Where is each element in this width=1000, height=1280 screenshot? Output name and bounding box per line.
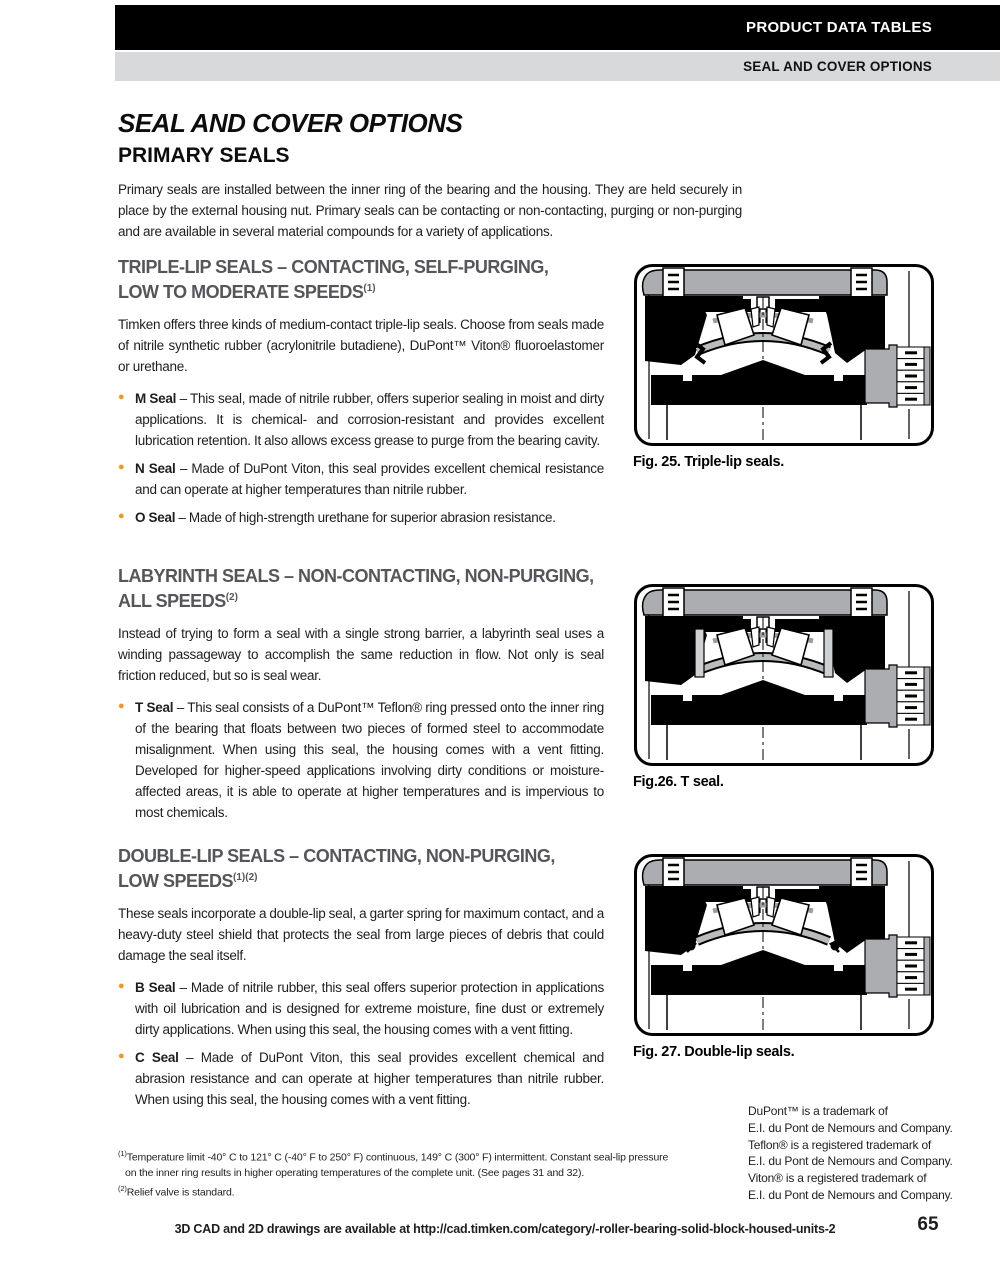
section-heading [118,256,604,303]
trademark-line: E.I. du Pont de Nemours and Company. [748,1120,953,1135]
page-subtitle: PRIMARY SEALS [118,144,290,167]
list-item-m-seal [118,388,604,451]
footnote-text: Temperature limit -40° C to 121° C (-40° F to 250° F) continuous, 149° C (300° F) intermittent. Constant seal-lip pressure on the inner ring results in higher operating temperatures of the complete unit. (See pages 31 and 32). [125,1151,669,1179]
heading-footnote-ref: (2) [225,592,238,603]
section-heading-line1: DOUBLE-LIP SEALS – CONTACTING, NON-PURGING, [118,846,555,866]
bullet-dot-icon: ● [118,461,125,473]
list-item-n-seal [118,458,604,500]
section-heading [118,845,604,892]
list-item-c-seal [118,1047,604,1110]
header-gray-bar-label: SEAL AND COVER OPTIONS [743,59,932,74]
bearing-cross-section-figure [633,583,935,767]
bearing-cross-section-figure [633,853,935,1037]
footnote-2 [118,1181,680,1201]
footnotes-block [118,1146,680,1200]
section-body: Timken offers three kinds of medium-contact triple-lip seals. Choose from seals made of nitrile synthetic rubber (acrylonitrile butadiene), DuPont™ Viton® fluoroelastomer or urethane. [118,317,604,374]
seal-term: O Seal [135,510,176,525]
footnote-marker: (2) [118,1183,127,1193]
trademark-line: Teflon® is a registered trademark of [748,1137,932,1152]
section-heading-line2: LOW $SPEEDS^{(1)(2)}$ [118,871,258,891]
intro-paragraph: Primary seals are installed between the inner ring of the bearing and the housing. They are held securely in place by the external housing nut. Primary seals can be contacting or non-contacting, purging or non-purging and are available in several material compounds for a variety of applications. [118,182,742,239]
section-heading-line1: TRIPLE-LIP SEALS – CONTACTING, SELF-PURGING, [118,257,549,277]
seal-description: – This seal, made of nitrile rubber, offers superior sealing in moist and dirty applications. It is chemical- and corrosion-resistant and provides excellent lubrication retention. It also allows excess grease to purge from the bearing cavity. [135,391,604,448]
figure-caption: Fig. 25. Triple-lip seals. [633,454,784,470]
seal-description: – Made of DuPont Viton, this seal provides excellent chemical resistance and can operate at higher temperatures than nitrile rubber. [135,461,604,497]
figure-triple-lip-seals [633,263,935,470]
trademark-line: Viton® is a registered trademark of [748,1171,927,1186]
section-heading-line2: ALL SPEEDS$^{(2)}$ [118,591,238,611]
seal-term: M Seal [135,391,177,406]
list-item-t-seal [118,697,604,823]
page-number: 65 [917,1214,939,1235]
footnote-marker: (1) [118,1149,127,1158]
section-heading-line1: LABYRINTH SEALS – NON-CONTACTING, NON-PURGING, [118,566,594,586]
figure-caption: Fig.26. T seal. [633,774,724,790]
seal-term: C Seal [135,1050,179,1065]
seal-term: N Seal [135,461,176,476]
bullet-dot-icon: ● [118,980,125,992]
trademark-line: DuPont™ is a trademark of [748,1104,888,1118]
trademark-notices [748,1103,968,1204]
footer-cad-url: 3D CAD and 2D drawings are available at http://cad.timken.com/category/-roller-bearing-solid-block-housed-units-2 [174,1222,836,1236]
seal-term: T Seal [135,700,174,715]
section-labyrinth-seals [118,565,604,830]
figure-t-seal [633,583,935,790]
list-item-o-seal [118,507,604,528]
seal-term: B Seal [135,980,176,995]
bullet-dot-icon: ● [118,391,125,403]
figure-caption: Fig. 27. Double-lip seals. [633,1044,795,1060]
section-body: These seals incorporate a double-lip seal, a garter spring for maximum contact, and a heavy-duty steel shield that protects the seal from large pieces of debris that could damage the seal itself. [118,906,604,963]
footnote-text: Relief valve is standard. [126,1186,235,1198]
seal-description: – Made of nitrile rubber, this seal offers superior protection in applications with oil lubrication and is designed for extreme moisture, fine dust or extremely dirty applications. When using this seal, the housing comes with a vent fitting. [135,980,604,1037]
bullet-dot-icon: ● [118,1050,125,1062]
figure-double-lip-seals [633,853,935,1060]
bearing-cross-section-figure [633,263,935,447]
heading-footnote-ref: (1) [363,283,376,294]
section-body: Instead of trying to form a seal with a single strong barrier, a labyrinth seal uses a winding passageway to accomplish the same reduction in flow. Not only is seal friction reduced, but so is seal wear. [118,626,604,683]
page-title: SEAL AND COVER OPTIONS [118,108,463,138]
header-gray-bar [115,52,1000,81]
seal-description: – This seal consists of a DuPont™ Teflon® ring pressed onto the inner ring of the bearing that floats between two pieces of formed steel to accommodate misalignment. When using this seal, the housing comes with a vent fitting. Developed for higher-speed applications involving dirty conditions or moisture-affected areas, it is able to operate at higher temperatures and is impervious to most chemicals. [135,700,605,820]
seal-description: – Made of high-strength urethane for superior abrasion resistance. [175,510,556,525]
seal-description: – Made of DuPont Viton, this seal provides excellent chemical and abrasion resistance and can operate at higher temperatures than nitrile rubber. When using this seal, the housing comes with a vent fitting. [135,1050,604,1107]
heading-footnote-ref: (1)(2) [233,872,258,883]
header-black-bar [115,5,1000,50]
bullet-dot-icon: ● [118,700,125,712]
section-heading [118,565,604,612]
bullet-dot-icon: ● [118,510,125,522]
trademark-line: E.I. du Pont de Nemours and Company. [748,1154,953,1169]
list-item-b-seal [118,977,604,1040]
header-black-bar-label: PRODUCT DATA TABLES [746,19,932,36]
footnote-1 [118,1146,680,1181]
section-triple-lip-seals [118,256,604,535]
trademark-line: E.I. du Pont de Nemours and Company. [748,1187,953,1202]
section-heading-line2: LOW TO MODERATE SPEEDS$^{(1)}$ [118,282,376,302]
section-double-lip-seals [118,845,604,1117]
